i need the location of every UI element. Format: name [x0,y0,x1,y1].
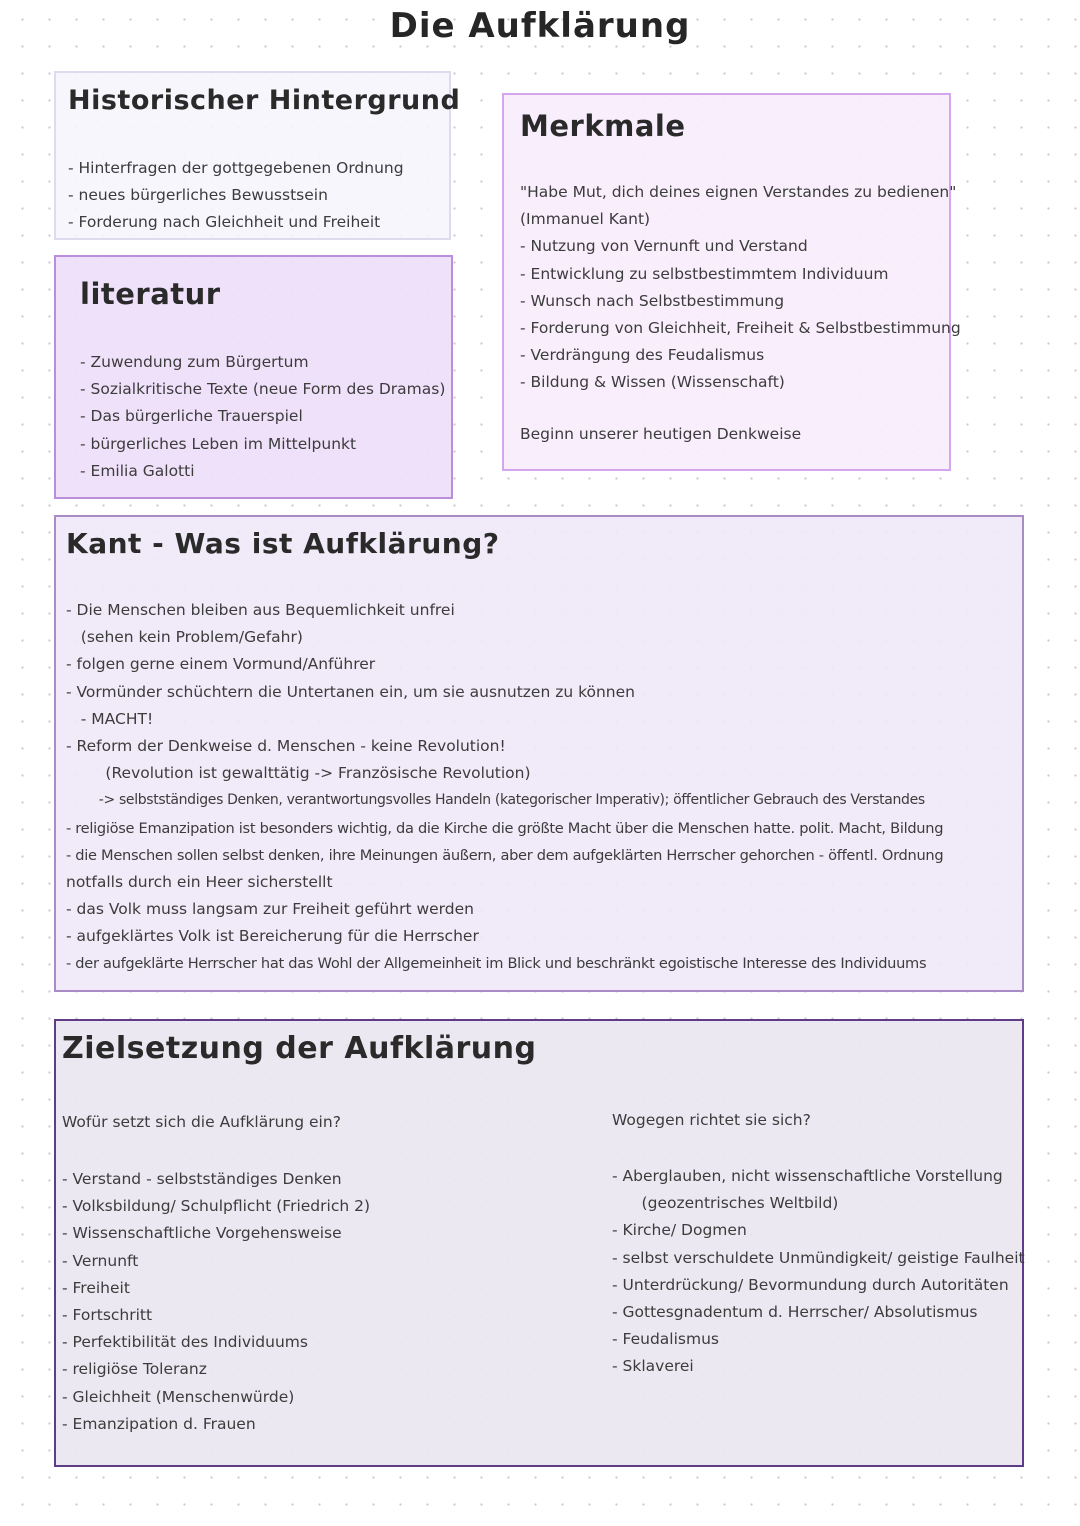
list-item: - Fortschritt [62,1305,153,1324]
literatur-box [54,255,453,499]
quote-author: (Immanuel Kant) [520,210,651,229]
list-item: - Feudalismus [612,1330,719,1349]
right-question: Wogegen richtet sie sich? [612,1111,811,1129]
list-item: - Wunsch nach Selbstbestimmung [520,291,785,310]
list-item: - das Volk muss langsam zur Freiheit geführt werden [66,900,474,919]
list-item: (Revolution ist gewalttätig -> Französische Revolution) [66,764,531,783]
zielsetzung-box [54,1019,1024,1467]
list-item: notfalls durch ein Heer sicherstellt [66,872,333,891]
list-item: - Sozialkritische Texte (neue Form des Dramas) [80,380,446,399]
list-item: - religiöse Toleranz [62,1360,207,1379]
list-item: -> selbstständiges Denken, verantwortungsvolles Handeln (kategorischer Imperativ); öffentlicher Gebrauch des Verstandes [66,792,925,809]
list-item: - Emilia Galotti [80,461,195,480]
list-item: - der aufgeklärte Herrscher hat das Wohl der Allgemeinheit im Blick und beschränkt egoistische Interesse des Individuums [66,955,927,973]
merkmale-list [520,179,961,397]
zielsetzung-heading: Zielsetzung der Aufklärung [62,1031,537,1066]
list-item: - Vormünder schüchtern die Untertanen ein, um sie ausnutzen zu können [66,682,635,701]
list-item: - Sklaverei [612,1357,694,1376]
list-item: - Verstand - selbstständiges Denken [62,1170,342,1188]
list-item: (sehen kein Problem/Gefahr) [66,628,303,647]
page-title: Die Aufklärung [389,6,691,46]
list-item: - Volksbildung/ Schulpflicht (Friedrich 2) [62,1197,371,1216]
list-item: - Forderung nach Gleichheit und Freiheit [68,213,381,232]
quote: "Habe Mut, dich deines eignen Verstandes zu bedienen" [520,183,957,201]
list-item: - Emanzipation d. Frauen [62,1414,256,1433]
left-question: Wofür setzt sich die Aufklärung ein? [62,1113,341,1131]
left-list [62,1166,370,1438]
list-item: - selbst verschuldete Unmündigkeit/ geistige Faulheit [612,1248,1025,1267]
list-item: - Gleichheit (Menschenwürde) [62,1387,295,1406]
list-item: - Vernunft [62,1251,139,1270]
merkmale-heading: Merkmale [520,109,686,143]
historischer-hintergrund-heading: Historischer Hintergrund [68,85,461,116]
list-item: - MACHT! [66,709,154,728]
list-item: - Gottesgnadentum d. Herrscher/ Absolutismus [612,1302,978,1321]
kant-list [66,597,943,978]
list-item: - Hinterfragen der gottgegebenen Ordnung [68,159,404,177]
list-item: - Forderung von Gleichheit, Freiheit & Selbstbestimmung [520,318,961,337]
list-item: - religiöse Emanzipation ist besonders wichtig, da die Kirche die größte Macht über die Menschen hatte. polit. Macht, Bildung [66,819,944,837]
list-item: - Aberglauben, nicht wissenschaftliche Vorstellung [612,1167,1003,1185]
list-item: - Kirche/ Dogmen [612,1221,747,1240]
list-item: - aufgeklärtes Volk ist Bereicherung für die Herrscher [66,927,479,946]
list-item: - die Menschen sollen selbst denken, ihre Meinungen äußern, aber dem aufgeklärten Herrscher gehorchen - öffentl. Ordnung [66,846,944,864]
list-item: (geozentrisches Weltbild) [612,1194,839,1213]
list-item: - Bildung & Wissen (Wissenschaft) [520,373,785,392]
list-item: - Verdrängung des Feudalismus [520,346,765,365]
merkmale-box [502,93,961,471]
list-item: - Zuwendung zum Bürgertum [80,353,309,371]
list-item: - Wissenschaftliche Vorgehensweise [62,1224,342,1243]
historischer-hintergrund-list [68,155,404,237]
list-item: - Perfektibilität des Individuums [62,1333,308,1352]
literatur-list [80,349,445,485]
historischer-hintergrund-box [54,71,461,240]
right-list [612,1163,1025,1381]
literatur-heading: literatur [80,277,221,311]
list-item: - bürgerliches Leben im Mittelpunkt [80,434,357,453]
kant-heading: Kant - Was ist Aufklärung? [66,527,500,560]
kant-box [54,515,1024,992]
list-item: - Die Menschen bleiben aus Bequemlichkeit unfrei [66,601,455,619]
list-item: - neues bürgerliches Bewusstsein [68,186,328,205]
list-item: - Unterdrückung/ Bevormundung durch Autoritäten [612,1275,1009,1294]
list-item: - Reform der Denkweise d. Menschen - keine Revolution! [66,736,506,755]
merkmale-footer: Beginn unserer heutigen Denkweise [520,425,802,443]
list-item: - folgen gerne einem Vormund/Anführer [66,655,376,674]
list-item: - Nutzung von Vernunft und Verstand [520,237,808,256]
list-item: - Freiheit [62,1278,130,1297]
list-item: - Das bürgerliche Trauerspiel [80,407,303,426]
list-item: - Entwicklung zu selbstbestimmtem Individuum [520,264,889,283]
